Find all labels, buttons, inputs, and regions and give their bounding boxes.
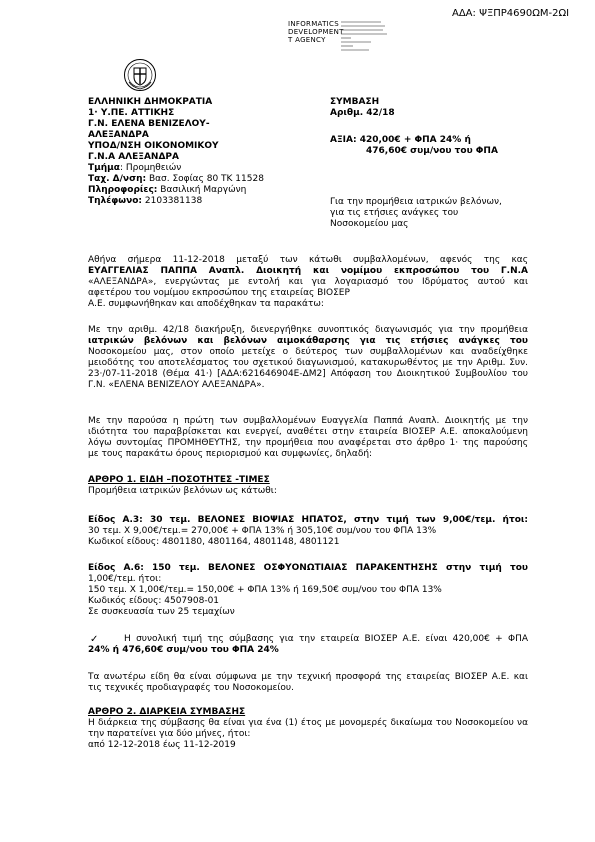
item-line: 150 τεμ. Χ 1,00€/τεμ.= 150,00€ + ΦΠΑ 13% ή 169,50€ συμ/νου του ΦΠΑ 13% bbox=[88, 585, 442, 595]
total-line: Η συνολική τιμή της σύμβασης για την εταιρεία ΒΙΟΣΕΡ Α.Ε. είναι 420,00€ + ΦΠΑ bbox=[124, 634, 528, 644]
info-label: Πληροφορίες: bbox=[88, 185, 158, 195]
subject-line: Για την προμήθεια ιατρικών βελόνων, bbox=[330, 197, 502, 207]
article-1-intro: Προμήθεια ιατρικών βελόνων ως κάτωθι: bbox=[88, 486, 277, 496]
ada-code: ΑΔΑ: ΨΞΠΡ4690ΩΜ-2ΩΙ bbox=[452, 8, 570, 19]
paragraph-parties bbox=[88, 255, 528, 310]
paragraph-line: Με την αριθμ. 42/18 διακήρυξη, διενεργήθηκε συνοπτικός διαγωνισμός για την προμήθεια bbox=[88, 325, 528, 335]
issuer-line: 1· Υ.ΠΕ. ΑΤΤΙΚΗΣ bbox=[88, 108, 175, 118]
phone-value: 2103381138 bbox=[144, 196, 203, 206]
conformity-line: τις τεχνικές προδιαγραφές του Νοσοκομείου. bbox=[88, 683, 294, 693]
article-2-heading: ΑΡΘΡΟ 2. ΔΙΑΡΚΕΙΑ ΣΥΜΒΑΣΗΣ bbox=[88, 707, 246, 717]
logo-line-2: DEVELOPMENT bbox=[288, 28, 344, 36]
item-a3 bbox=[88, 515, 528, 548]
paragraph-line: Νοσοκομείου μας, στον οποίο μετείχε ο δεύτερος των συμβαλλομένων και αναδείχθηκε bbox=[88, 347, 528, 357]
conformity-line: Τα ανωτέρω είδη θα είναι σύμφωνα με την τεχνική προσφορά της εταιρείας ΒΙΟΣΕΡ Α.Ε. και bbox=[88, 672, 528, 682]
infodev-logo bbox=[288, 20, 344, 44]
phone-label: Τηλέφωνο: bbox=[88, 196, 143, 206]
subject-line: Νοσοκομείου μας bbox=[330, 219, 409, 229]
article-2-line: από 12-12-2018 έως 11-12-2019 bbox=[88, 740, 236, 750]
paragraph-line: με τους παρακάτω όρους περιορισμού και συμφωνίες, δηλαδή: bbox=[88, 449, 373, 459]
article-2-line: την παρατείνει για δύο μήνες, ήτοι: bbox=[88, 729, 251, 739]
paragraph-line: Γ.Ν. «ΕΛΕΝΑ ΒΕΝΙΖΕΛΟΥ ΑΛΕΞΑΝΔΡΑ». bbox=[88, 380, 265, 390]
greek-emblem-icon bbox=[123, 58, 157, 92]
item-line: 30 τεμ. Χ 9,00€/τεμ.= 270,00€ + ΦΠΑ 13% ή 305,10€ συμ/νου του ΦΠΑ 13% bbox=[88, 526, 437, 536]
item-line: Σε συσκευασία των 25 τεμαχίων bbox=[88, 607, 235, 617]
item-a6 bbox=[88, 563, 528, 618]
dept-value: : Προμηθειών bbox=[119, 163, 182, 173]
logo-fine-print bbox=[341, 20, 401, 58]
address-value: Βασ. Σοφίας 80 ΤΚ 11528 bbox=[148, 174, 264, 184]
issuer-line: Γ.Ν.Α ΑΛΕΞΑΝΔΡΑ bbox=[88, 152, 179, 162]
paragraph-line: αφετέρου του νομίμου εκπροσώπου της εταιρείας ΒΙΟΣΕΡ bbox=[88, 288, 350, 298]
paragraph-assignment bbox=[88, 416, 528, 460]
issuer-line: ΥΠΟΔ/ΝΣΗ ΟΙΚΟΝΟΜΙΚΟΥ bbox=[88, 141, 219, 151]
paragraph-line: «ΑΛΕΞΑΝΔΡΑ», ενεργώντας με εντολή και για λογαριασμό του Ιδρύματος αυτού και bbox=[88, 277, 528, 287]
logo-line-1: INFORMATICS bbox=[288, 20, 339, 28]
article-1-heading: ΑΡΘΡΟ 1. ΕΙΔΗ –ΠΟΣΟΤΗΤΕΣ -ΤΙΜΕΣ bbox=[88, 475, 270, 485]
address-row bbox=[88, 174, 288, 185]
item-line: 1,00€/τεμ. ήτοι: bbox=[88, 574, 162, 584]
paragraph-line: Αθήνα σήμερα 11-12-2018 μεταξύ των κάτωθι συμβαλλομένων, αφενός της κας bbox=[88, 255, 528, 265]
logo-line-3: T AGENCY bbox=[288, 36, 326, 44]
issuer-block bbox=[88, 97, 288, 207]
address-label: Ταχ. Δ/νση: bbox=[88, 174, 147, 184]
issuer-line: ΕΛΛΗΝΙΚΗ ΔΗΜΟΚΡΑΤΙΑ bbox=[88, 97, 213, 107]
paragraph-line: λόγω συντομίας ΠΡΟΜΗΘΕΥΤΗΣ, την προμήθεια που αναφέρεται στο άρθρο 1· της παρούσης bbox=[88, 438, 528, 448]
item-line: Είδος Α.3: 30 τεμ. ΒΕΛΟΝΕΣ ΒΙΟΨΙΑΣ ΗΠΑΤΟΣ, στην τιμή των 9,00€/τεμ. ήτοι: bbox=[88, 515, 528, 525]
item-line: Κωδικοί είδους: 4801180, 4801164, 4801148, 4801121 bbox=[88, 537, 340, 547]
conformity-note bbox=[88, 672, 528, 694]
article-1 bbox=[88, 475, 528, 497]
subject-line: για τις ετήσιες ανάγκες του bbox=[330, 208, 459, 218]
dept-label: Τμήμα bbox=[88, 163, 120, 173]
contract-value-2: 476,60€ συμ/νου του ΦΠΑ bbox=[366, 146, 498, 156]
item-line: Είδος Α.6: 150 τεμ. ΒΕΛΟΝΕΣ ΟΣΦΥΟΝΩΤΙΑΙΑΣ ΠΑΡΑΚΕΝΤΗΣΗΣ στην τιμή του bbox=[88, 563, 528, 573]
item-line: Κωδικός είδους: 4507908-01 bbox=[88, 596, 220, 606]
info-value: Βασιλική Μαργώνη bbox=[160, 185, 247, 195]
paragraph-line: Α.Ε. συμφωνήθηκαν και αποδέχθηκαν τα παρακάτω: bbox=[88, 299, 324, 309]
contract-value-1: ΑΞΙΑ: 420,00€ + ΦΠΑ 24% ή bbox=[330, 135, 471, 145]
paragraph-tender bbox=[88, 325, 528, 391]
paragraph-line: Με την παρούσα η πρώτη των συμβαλλομένων Ευαγγελία Παππά Αναπλ. Διοικητής με την bbox=[88, 416, 528, 426]
contract-subject bbox=[330, 197, 530, 230]
paragraph-line: μειοδότης του αποτελέσματος του σχετικού διαγωνισμού, κατακυρωθέντος με την Αριθμ. Συν. bbox=[88, 358, 528, 368]
total-price bbox=[88, 634, 528, 656]
issuer-line: ΑΛΕΞΑΝΔΡΑ bbox=[88, 130, 149, 140]
dept-row bbox=[88, 163, 288, 174]
contract-block bbox=[330, 97, 530, 157]
paragraph-line: 23·/07-11-2018 (Θέμα 41·) [ΑΔΑ:621646904Ε-ΔΜ2] Απόφαση του Διοικητικού Συμβουλίου του bbox=[88, 369, 528, 379]
article-2 bbox=[88, 707, 528, 751]
contract-title: ΣΥΜΒΑΣΗ bbox=[330, 97, 380, 107]
total-line: 24% ή 476,60€ συμ/νου του ΦΠΑ 24% bbox=[88, 645, 279, 655]
checkmark-icon: ✓ bbox=[90, 634, 99, 645]
paragraph-line: ΕΥΑΓΓΕΛΙΑΣ ΠΑΠΠΑ Αναπλ. Διοικητή και νομίμου εκπροσώπου του Γ.Ν.Α bbox=[88, 266, 528, 276]
contract-number: Αριθμ. 42/18 bbox=[330, 108, 395, 118]
article-2-line: Η διάρκεια της σύμβασης θα είναι για ένα (1) έτος με μονομερές δικαίωμα του Νοσοκομείου να bbox=[88, 718, 528, 728]
phone-row bbox=[88, 196, 288, 207]
paragraph-line: ιδιότητα του παραβρίσκεται και ενεργεί, αναθέτει στην εταιρεία ΒΙΟΣΕΡ Α.Ε. αποκαλούμενη bbox=[88, 427, 528, 437]
info-row bbox=[88, 185, 288, 196]
paragraph-line: ιατρικών βελόνων και βελόνων αιμοκάθαρσης για τις ετήσιες ανάγκες του bbox=[88, 336, 528, 346]
issuer-line: Γ.Ν. ΕΛΕΝΑ ΒΕΝΙΖΕΛΟΥ- bbox=[88, 119, 210, 129]
